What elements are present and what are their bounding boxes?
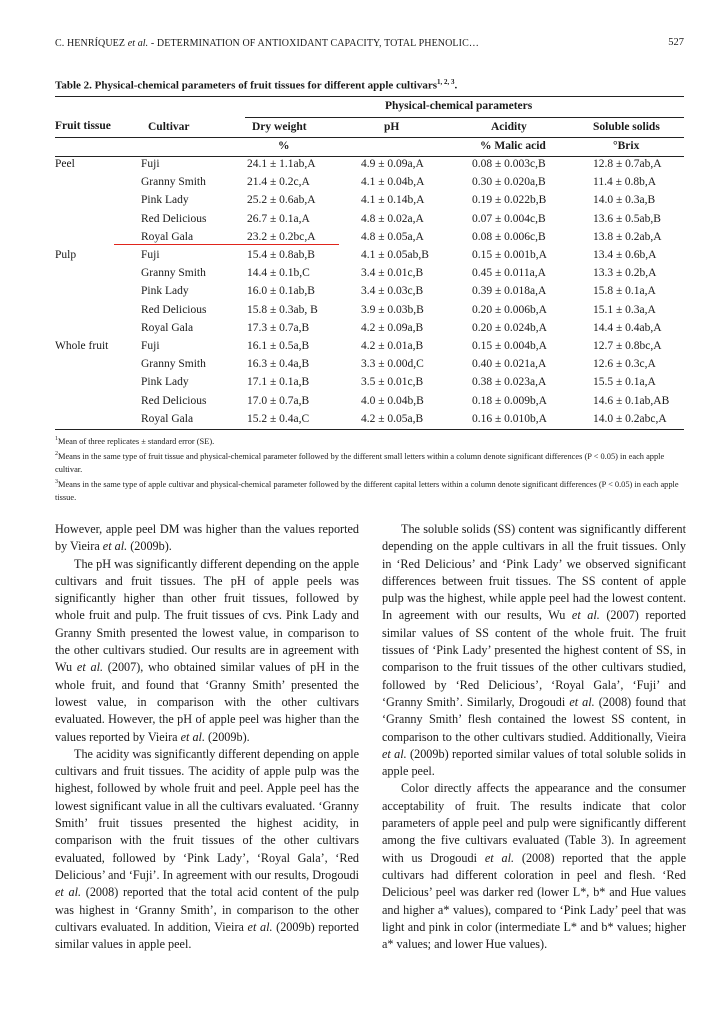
cell-acidity: 0.20 ± 0.024b,A: [472, 321, 547, 334]
cell-soluble-solids: 15.1 ± 0.3a,A: [593, 303, 656, 316]
cell-cultivar: Red Delicious: [141, 212, 207, 225]
cell-tissue: Whole fruit: [55, 340, 109, 352]
running-head: C. HENRÍQUEZ et al. - DETERMINATION OF ANTIOXIDANT CAPACITY, TOTAL PHENOLIC…: [55, 38, 479, 49]
table-caption-text: Table 2. Physical-chemical parameters of fruit tissues for different apple cultivars: [55, 79, 437, 92]
cell-acidity: 0.07 ± 0.004c,B: [472, 212, 546, 225]
cell-soluble-solids: 14.0 ± 0.2abc,A: [593, 412, 667, 425]
cell-ph: 4.8 ± 0.02a,A: [361, 212, 424, 225]
cell-cultivar: Fuji: [141, 340, 160, 352]
cell-acidity: 0.18 ± 0.009b,A: [472, 394, 547, 407]
table-row: [0, 266, 728, 284]
header-dry-weight: Dry weight: [252, 121, 307, 133]
table-row: [0, 193, 728, 211]
table-bottom-rule: [55, 429, 684, 430]
header-ph: pH: [384, 121, 400, 133]
unit-acidity: % Malic acid: [480, 140, 546, 152]
cell-soluble-solids: 12.7 ± 0.8bc,A: [593, 340, 662, 352]
cell-dry-weight: 25.2 ± 0.6ab,A: [247, 194, 316, 207]
cell-acidity: 0.45 ± 0.011a,A: [472, 267, 546, 280]
cell-acidity: 0.08 ± 0.006c,B: [472, 230, 546, 243]
cell-acidity: 0.16 ± 0.010b,A: [472, 412, 547, 425]
table-top-rule: [55, 96, 684, 97]
cell-cultivar: Red Delicious: [141, 394, 207, 407]
cell-ph: 4.1 ± 0.14b,A: [361, 194, 425, 207]
cell-dry-weight: 15.4 ± 0.8ab,B: [247, 249, 315, 261]
table-row: [0, 394, 728, 412]
cell-cultivar: Granny Smith: [141, 358, 206, 371]
cell-soluble-solids: 11.4 ± 0.8b,A: [593, 176, 657, 189]
body-paragraph: However, apple peel DM was higher than the values reported by Vieira et al. (2009b).: [55, 522, 359, 554]
body-paragraph: The pH was significantly different depending on the apple cultivars and fruit tissues. The pH of apple peels was significantly higher than other fruit tissues, followed by whole fruit and pulp. The fruit tissues of cvs. Pink Lady and Granny Smith presented the lowest value, in comparison to the other cultivars studied. Our results are in agreement with Wu et al. (2007), who obtained similar values of pH in the whole fruit, and found that ‘Granny Smith’ presented the lowest value, in comparison with the other cultivars evaluated. However, the pH of apple peel was higher than the values reported by Vieira et al. (2009b).: [55, 556, 359, 744]
cell-dry-weight: 24.1 ± 1.1ab,A: [247, 158, 316, 170]
cell-dry-weight: 14.4 ± 0.1b,C: [247, 267, 310, 280]
cell-dry-weight: 17.3 ± 0.7a,B: [247, 321, 310, 334]
cell-tissue: Peel: [55, 158, 75, 170]
note-mark: 2: [55, 451, 58, 458]
table-note: [55, 433, 685, 448]
cell-cultivar: Royal Gala: [141, 321, 194, 334]
cell-dry-weight: 15.8 ± 0.3ab, B: [247, 303, 318, 316]
cell-dry-weight: 26.7 ± 0.1a,A: [247, 212, 310, 225]
unit-dry-weight: %: [278, 140, 290, 152]
cell-cultivar: Red Delicious: [141, 303, 207, 316]
page-number: 527: [668, 37, 684, 48]
table-note: [55, 476, 685, 504]
cell-cultivar: Granny Smith: [141, 176, 206, 189]
cell-cultivar: Royal Gala: [141, 230, 194, 243]
header-acidity: Acidity: [491, 121, 527, 133]
cell-ph: 4.1 ± 0.04b,A: [361, 176, 425, 189]
cell-soluble-solids: 14.6 ± 0.1ab,AB: [593, 394, 670, 407]
note-mark: 3: [55, 479, 58, 486]
cell-dry-weight: 21.4 ± 0.2c,A: [247, 176, 310, 189]
table-row: [0, 248, 728, 266]
cell-cultivar: Fuji: [141, 249, 160, 261]
table-row: [0, 357, 728, 375]
group-header-rule: [245, 117, 684, 118]
body-paragraph: Color directly affects the appearance and the consumer acceptability of fruit. The results indicate that color parameters of apple peel and pulp were significantly different among the five cultivars evaluated (Table 3). In agreement with us Drogoudi et al. (2008) reported that the apple cultivars had different coloration in peel and flesh. ‘Red Delicious’ peel was darker red (lower L*, b* and Hue values and higher a* values), compared to ‘Pink Lady’ peel that was light and pink in color (intermediate L* and b* values; higher a* values; and lower Hue values).: [382, 781, 687, 952]
cell-cultivar: Granny Smith: [141, 267, 206, 280]
note-text: Mean of three replicates ± standard error (SE).: [58, 436, 215, 446]
cell-soluble-solids: 15.8 ± 0.1a,A: [593, 285, 656, 298]
header-cultivar: Cultivar: [148, 121, 190, 133]
cell-ph: 4.9 ± 0.09a,A: [361, 158, 424, 170]
table-row: [0, 375, 728, 393]
cell-ph: 3.5 ± 0.01c,B: [361, 376, 424, 389]
table-row: [0, 339, 728, 357]
cell-soluble-solids: 14.0 ± 0.3a,B: [593, 194, 656, 207]
table-row: [0, 303, 728, 321]
cell-acidity: 0.38 ± 0.023a,A: [472, 376, 547, 389]
note-mark: 1: [55, 436, 58, 442]
header-soluble-solids: Soluble solids: [593, 121, 660, 133]
table-notes: [55, 433, 685, 504]
cell-cultivar: Pink Lady: [141, 376, 189, 389]
cell-cultivar: Fuji: [141, 158, 160, 170]
cell-dry-weight: 15.2 ± 0.4a,C: [247, 412, 310, 425]
red-annotation-underline: [114, 244, 339, 245]
table-row: [0, 175, 728, 193]
table-row: [0, 321, 728, 339]
body-paragraph: The acidity was significantly different depending on apple cultivars and fruit tissues. The acidity of apple pulp was the highest, followed by whole fruit and peel. Apple peel has the lowest significant value in all the cultivars evaluated. ‘Granny Smith’ fruit tissues presented the highest acidity, in comparison with the fruit tissues of the other cultivars evaluated, followed by ‘Pink Lady’, ‘Royal Gala’, ‘Red Delicious’ and ‘Fuji’. In agreement with our results, Drogoudi et al. (2008) reported that the total acid content of the pulp was highest in ‘Granny Smith’, in comparison to the other cultivars evaluated. In addition, Vieira et al. (2009b) reported similar values in apple peel.: [55, 746, 359, 952]
table-row: [0, 230, 728, 248]
cell-ph: 3.3 ± 0.00d,C: [361, 358, 424, 371]
cell-cultivar: Pink Lady: [141, 285, 189, 298]
cell-acidity: 0.08 ± 0.003c,B: [472, 158, 546, 170]
table-caption: [55, 78, 685, 92]
header-rule: [55, 137, 684, 138]
cell-ph: 4.1 ± 0.05ab,B: [361, 249, 429, 261]
cell-soluble-solids: 12.6 ± 0.3c,A: [593, 358, 656, 371]
cell-ph: 4.8 ± 0.05a,A: [361, 230, 424, 243]
cell-soluble-solids: 15.5 ± 0.1a,A: [593, 376, 656, 389]
cell-ph: 3.9 ± 0.03b,B: [361, 303, 424, 316]
table-row: [0, 157, 728, 175]
cell-ph: 4.2 ± 0.09a,B: [361, 321, 424, 334]
table-row: [0, 212, 728, 230]
cell-dry-weight: 17.0 ± 0.7a,B: [247, 394, 310, 407]
note-text: Means in the same type of fruit tissue and physical-chemical parameter followed by the different small letters within a column denote significant differences (P < 0.05) in each apple cultivar.: [55, 452, 665, 474]
cell-dry-weight: 16.1 ± 0.5a,B: [247, 340, 310, 352]
table-row: [0, 412, 728, 430]
note-text: Means in the same type of apple cultivar and physical-chemical parameter followed by the different capital letters within a column denote significant differences (P < 0.05) in each apple tissue.: [55, 480, 679, 502]
cell-acidity: 0.39 ± 0.018a,A: [472, 285, 547, 298]
table-caption-refs: 1, 2, 3: [437, 78, 455, 86]
cell-acidity: 0.15 ± 0.004b,A: [472, 340, 547, 352]
cell-acidity: 0.30 ± 0.020a,B: [472, 176, 546, 189]
cell-ph: 4.0 ± 0.04b,B: [361, 394, 424, 407]
body-paragraph: The soluble solids (SS) content was significantly different depending on the apple cultivars in all the fruit tissues. Only in ‘Red Delicious’ and ‘Pink Lady’ we observed significant differences between fruit tissues. The SS content of apple pulp was the highest, while apple peel had the lowest content. In agreement with our results, Wu et al. (2007) reported similar values of SS content of the whole fruit. The fruit tissues of ‘Pink Lady’ presented the highest content of SS, in comparison to the fruit tissues of the other cultivars studied, followed by ‘Red Delicious’, ‘Royal Gala’, ‘Fuji’ and ‘Granny Smith’. Similarly, Drogoudi et al. (2008) found that ‘Granny Smith’ flesh contained the lowest SS content, in comparison to the other cultivars studied. Additionally, Vieira et al. (2009b) reported similar values of total soluble solids in apple peel.: [382, 522, 686, 779]
cell-cultivar: Pink Lady: [141, 194, 189, 207]
cell-soluble-solids: 12.8 ± 0.7ab,A: [593, 158, 662, 170]
cell-soluble-solids: 13.4 ± 0.6b,A: [593, 249, 657, 261]
cell-acidity: 0.40 ± 0.021a,A: [472, 358, 547, 371]
cell-acidity: 0.19 ± 0.022b,B: [472, 194, 547, 207]
cell-ph: 4.2 ± 0.05a,B: [361, 412, 424, 425]
table-row: [0, 284, 728, 302]
body-column-right: [382, 521, 686, 953]
cell-soluble-solids: 13.6 ± 0.5ab,B: [593, 212, 661, 225]
cell-ph: 3.4 ± 0.01c,B: [361, 267, 424, 280]
unit-soluble-solids: °Brix: [613, 140, 640, 152]
cell-soluble-solids: 13.8 ± 0.2ab,A: [593, 230, 662, 243]
cell-ph: 3.4 ± 0.03c,B: [361, 285, 424, 298]
cell-dry-weight: 17.1 ± 0.1a,B: [247, 376, 310, 389]
cell-soluble-solids: 14.4 ± 0.4ab,A: [593, 321, 662, 334]
cell-dry-weight: 16.3 ± 0.4a,B: [247, 358, 310, 371]
table-caption-end: .: [454, 79, 458, 92]
body-column-left: [55, 521, 359, 953]
header-fruit-tissue: Fruit tissue: [55, 120, 111, 132]
cell-cultivar: Royal Gala: [141, 412, 194, 425]
cell-ph: 4.2 ± 0.01a,B: [361, 340, 424, 352]
cell-dry-weight: 23.2 ± 0.2bc,A: [247, 230, 316, 243]
cell-tissue: Pulp: [55, 249, 77, 261]
group-header: Physical-chemical parameters: [385, 100, 533, 112]
table-note: [55, 448, 685, 476]
cell-soluble-solids: 13.3 ± 0.2b,A: [593, 267, 657, 280]
cell-dry-weight: 16.0 ± 0.1ab,B: [247, 285, 315, 298]
cell-acidity: 0.15 ± 0.001b,A: [472, 249, 547, 261]
cell-acidity: 0.20 ± 0.006b,A: [472, 303, 547, 316]
